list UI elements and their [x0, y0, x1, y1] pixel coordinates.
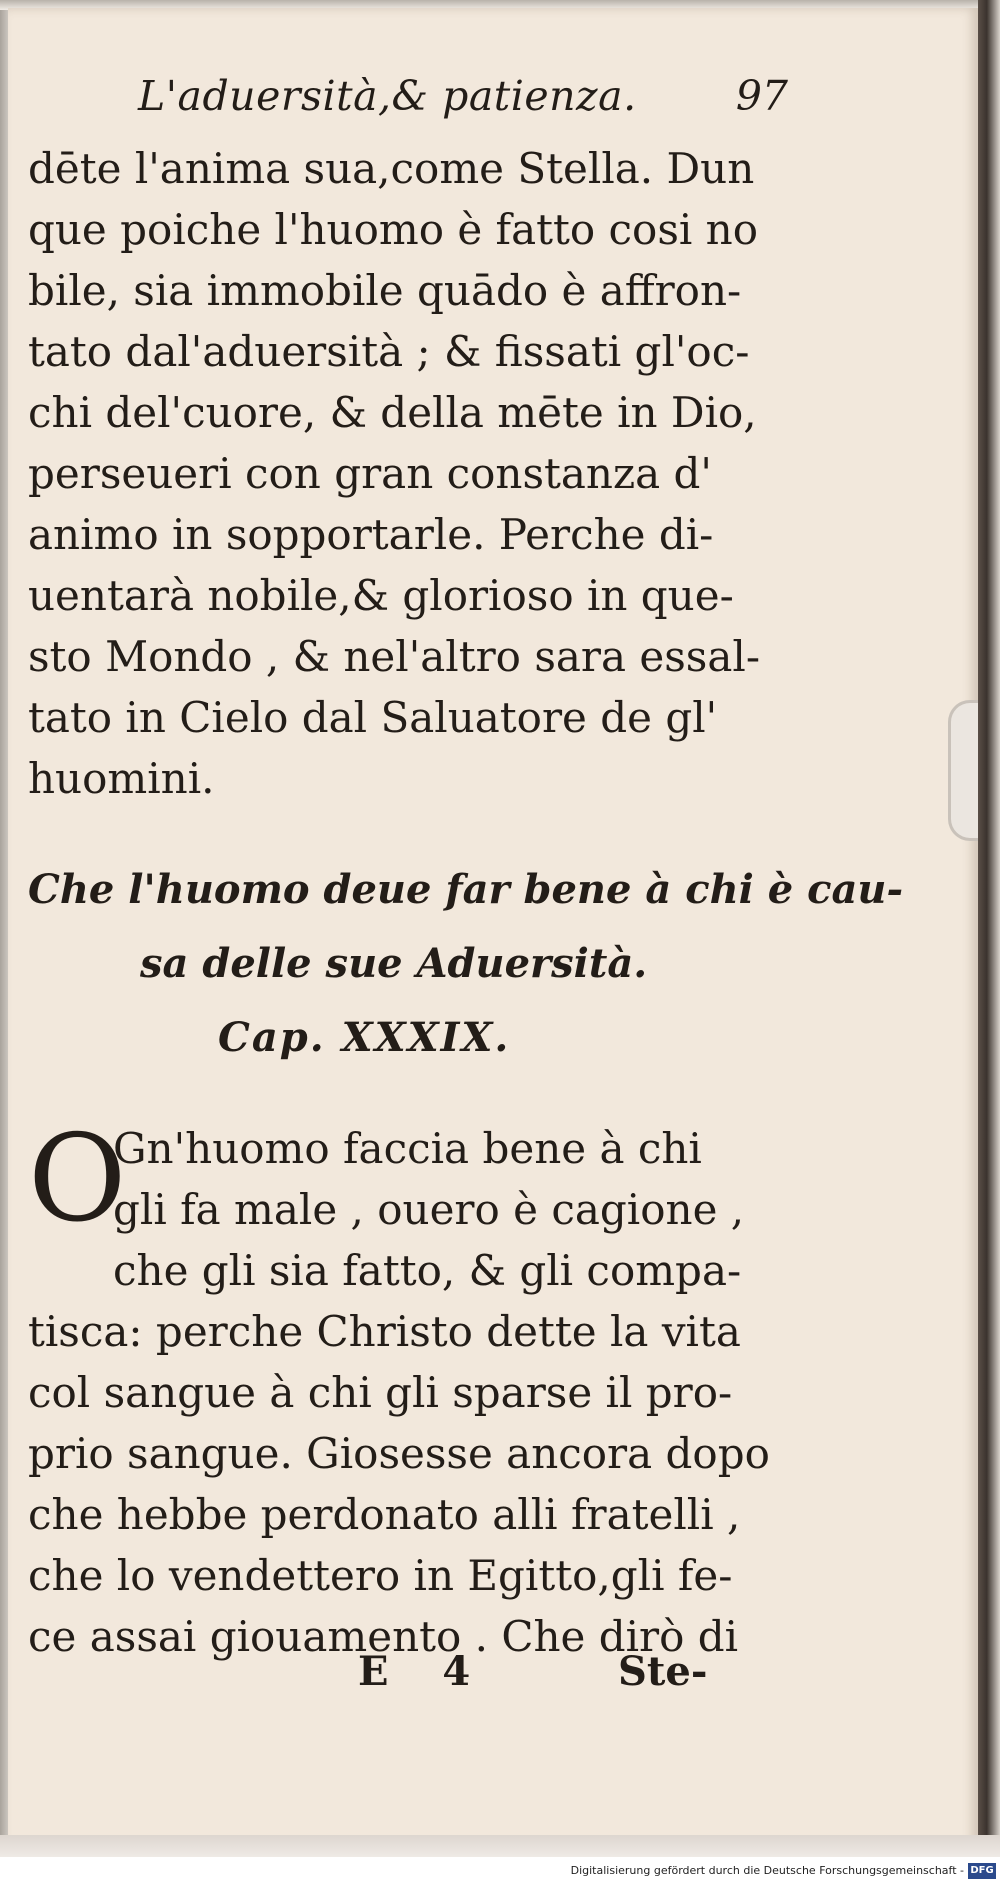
credit-bar: [0, 1857, 1000, 1887]
signature-mark: E 4: [358, 1648, 491, 1695]
text-line: che lo vendettero in Egitto,gli fe-: [28, 1551, 733, 1600]
body-paragraph-2: [28, 1110, 788, 1667]
catchword: Ste-: [618, 1648, 708, 1695]
page-header: [138, 72, 798, 132]
text-line: perseueri con gran constanza d': [28, 449, 712, 498]
text-line: dēte l'anima sua,come Stella. Dun: [28, 144, 755, 193]
text-line: che gli sia fatto, & gli compa-: [113, 1246, 742, 1295]
text-line: tisca: perche Christo dette la vita: [28, 1307, 741, 1356]
text-line: huomini.: [28, 754, 215, 803]
chapter-title-line: sa delle sue Aduersità.: [140, 940, 648, 987]
page-number: 97: [735, 72, 788, 120]
body-paragraph-1: [28, 138, 788, 809]
text-line: sto Mondo , & nel'altro sara essal-: [28, 632, 761, 681]
text-line: uentarà nobile,& glorioso in que-: [28, 571, 734, 620]
text-line: prio sangue. Giosesse ancora dopo: [28, 1429, 770, 1478]
text-line: bile, sia immobile quādo è affron-: [28, 266, 742, 315]
chapter-number: Cap. XXXIX.: [218, 1014, 511, 1061]
text-line: col sangue à chi gli sparse il pro-: [28, 1368, 733, 1417]
running-head: L'aduersità,& patienza.: [138, 72, 637, 120]
text-line: que poiche l'huomo è fatto cosi no: [28, 205, 759, 254]
drop-cap: O: [28, 1110, 127, 1249]
text-line: animo in sopportarle. Perche di-: [28, 510, 714, 559]
text-line: chi del'cuore, & della mēte in Dio,: [28, 388, 757, 437]
text-line: tato in Cielo dal Saluatore de gl': [28, 693, 718, 742]
chapter-heading: [28, 853, 904, 1075]
text-line: Gn'huomo faccia bene à chi: [113, 1124, 702, 1173]
chapter-title-line: Che l'huomo deue far bene à chi è cau-: [28, 866, 904, 913]
text-line: gli fa male , ouero è cagione ,: [113, 1185, 745, 1234]
credit-text: Digitalisierung gefördert durch die Deutsche Forschungsgemeinschaft -: [570, 1864, 964, 1877]
text-line: tato dal'aduersità ; & fissati gl'oc-: [28, 327, 750, 376]
bottom-edge: [0, 1835, 1000, 1857]
paper-sheet: [8, 8, 981, 1848]
text-line: ce assai giouamento . Che dirò di: [28, 1612, 739, 1661]
book-edge: [978, 0, 1000, 1857]
dfg-logo: DFG: [968, 1863, 996, 1879]
page-footer: [28, 1648, 788, 1718]
text-line: che hebbe perdonato alli fratelli ,: [28, 1490, 741, 1539]
